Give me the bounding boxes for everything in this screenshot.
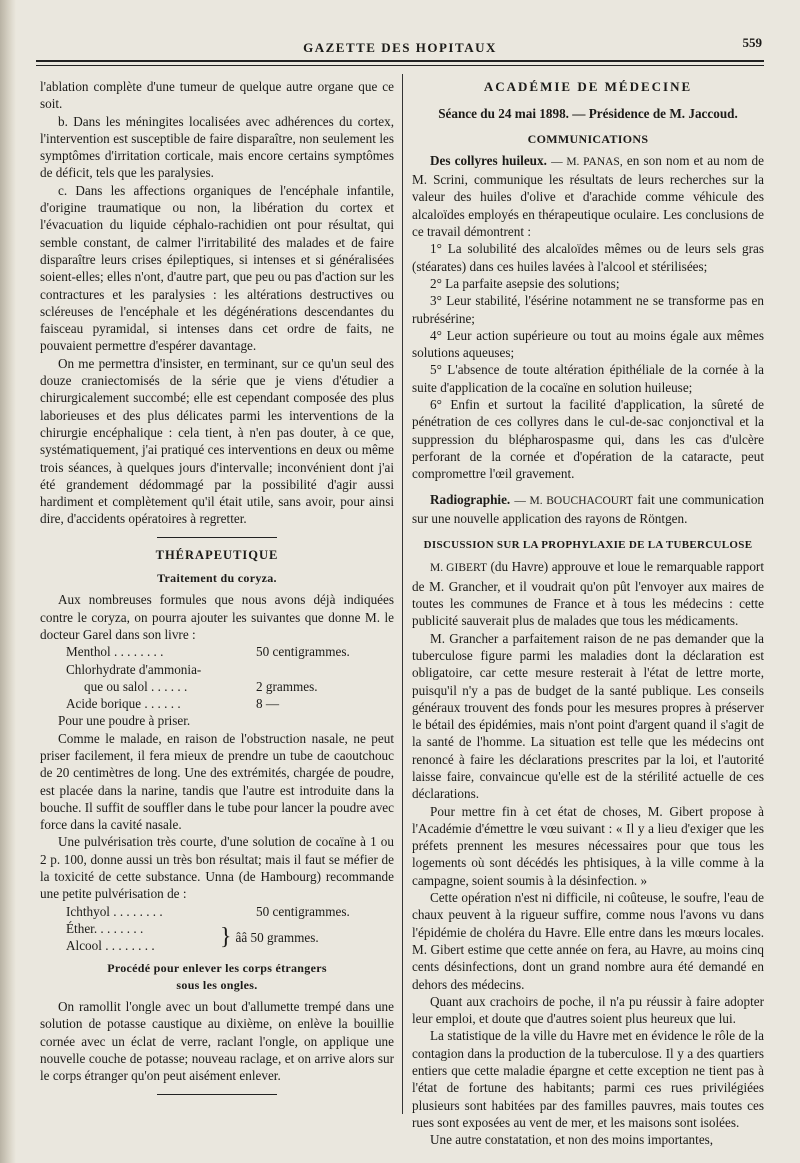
discussion-heading: DISCUSSION SUR LA PROPHYLAXIE DE LA TUBERCULOSE (423, 539, 753, 552)
column-divider (402, 74, 403, 1114)
paragraph: M. Grancher a parfaitement raison de ne pas demander que la tuberculose figure parmi les maladies dont la déclaration est obligatoire, car cette mesure resterait à l'état de lettre morte, puisqu'il n'y a pas de budget de la santé publique. Les conseils généraux trouvent des fonds pour les mesures propres à préserver le bétail des épidémies, mais n'ont point d'argent quand il s'agit de la santé de l'homme. La situation est telle que les médecins ont renoncé à faire les déclarations prescrites par la loi, et l'autorité laisse faire, convaincue qu'elle est de la stérilité actuelle de ces déclarations. (412, 630, 764, 802)
paragraph: Une pulvérisation très courte, d'une solution de cocaïne à 1 ou 2 p. 100, donne aussi un très bon résultat; mais il faut se méfier de la toxicité de cette substance. Unna (de Hambourg) recommande une petite pulvérisation de : (40, 834, 394, 902)
academy-heading: ACADÉMIE DE MÉDECINE (483, 79, 693, 94)
subsection-title: Procédé pour enlever les corps étrangers (107, 960, 327, 975)
prescription-line: Ichthyol . . . . . . . . 50 centigrammes. (66, 903, 350, 919)
prescription-line: Chlorhydrate d'ammonia- (66, 661, 202, 677)
section-separator (157, 537, 277, 538)
paragraph: c. Dans les affections organiques de l'encéphale infantile, d'origine traumatique ou non, la libération du cortex et l'évacuation du liquide céphalo-rachidien ont pour résultat, qui semble constant, de calmer l'irritabilité des malades et de faire disparaître leurs crises épileptiques, si intenses et si généralisées soient-elles; elles n'ont, d'autre part, que peu ou pas d'action sur les contractures et les paralysies : les altérations destructives ou scléreuses de l'encéphale et les dégénérations descendantes du faisceau pyramidal, si intenses dans cet ordre de faits, ne pouvaient permettre d'espérer davantage. (40, 182, 394, 354)
journal-title: GAZETTE DES HOPITAUX (303, 40, 497, 55)
paragraph: Radiographie. — M. BOUCHACOURT fait une communication sur une nouvelle application des rayons de Röntgen. (412, 491, 765, 526)
communications-heading: COMMUNICATIONS (527, 131, 649, 146)
list-item: 2° La parfaite asepsie des solutions; (430, 275, 620, 291)
list-item: 5° L'absence de toute altération épithéliale de la cornée à la suite d'application de la cocaïne en solution huileuse; (412, 362, 764, 395)
prescription-line: Alcool . . . . . . . . (66, 938, 155, 954)
paragraph: Quant aux crachoirs de poche, il n'a pu réussir à faire adopter leur emploi, et doute que d'autres soient plus heureux que lui. (412, 993, 764, 1027)
prescription-1 (40, 643, 394, 729)
paragraph: Une autre constatation, et non des moins importantes, (430, 1132, 714, 1148)
prescription-line: Éther. . . . . . . . (66, 920, 144, 936)
prescription-bracket-group (40, 920, 394, 955)
paragraph: La statistique de la ville du Havre met en évidence le rôle de la contagion dans la production de la tuberculose. Il y a des quartiers entiers que cette maladie épargne et cette exception ne tient pas à l'état de fortune des habitants; parmi ces rues privilégiées plusieurs sont habitées par des familles pauvres, mais toutes ces rues sont exposées au vent de mer, et les maisons sont isolées. (412, 1028, 764, 1130)
section-title: THÉRAPEUTIQUE (155, 547, 279, 562)
paragraph: Cette opération n'est ni difficile, ni coûteuse, le soufre, l'eau de chaux peuvent à la rigueur suffire, comme nous l'avons vu dans l'épidémie de choléra du Havre. Elle entre dans les mœurs locales. M. Gibert estime que cette année on fera, au Havre, au moins cinq cents désinfections, dont un grand nombre aura été demandé en dehors des médecins. (412, 890, 764, 992)
prescription-note: Pour une poudre à priser. (58, 713, 191, 729)
paragraph: b. Dans les méningites localisées avec adhérences du cortex, l'intervention est susceptible de faire disparaître, non seulement les symptômes d'irritation corticale, mais encore certains symptômes de déficit, tels que les paralysies. (40, 113, 394, 181)
paragraph: On me permettra d'insister, en terminant, sur ce qu'un seul des douze craniectomisés de la série que je viens d'étudier a chirurgicalement succombé; elle est cependant composée des plus laborieuses et des plus délicates parmi les interventions de la chirurgie encéphalique : cela tient, à n'en pas douter, à ce que, systématiquement, j'ai pratiqué ces interventions en deux ou même trois séances, à quelques jours d'intervalle; inconvénient dont j'ai été grandement dédommagé par la possibilité d'agir aussi hardiment et complètement qu'il était utile, sans avoir, pour ainsi dire, d'accidents opératoires à regretter. (40, 355, 394, 527)
paragraph: Aux nombreuses formules que nous avons déjà indiquées contre le coryza, on pourra ajouter les suivantes que donne M. le docteur Garel dans son livre : (40, 592, 394, 642)
paragraph: l'ablation complète d'une tumeur de quelque autre organe que ce soit. (40, 79, 394, 112)
session-heading: Séance du 24 mai 1898. — Présidence de M. Jaccoud. (438, 106, 738, 122)
prescription-line: Acide borique . . . . . . 8 — (66, 696, 280, 712)
brace-icon: } (220, 924, 232, 951)
list-item: 1° La solubilité des alcaloïdes mêmes ou de leurs sels gras (stéarates) dans ces huiles lavées à l'alcool et stérilisées; (412, 241, 764, 274)
list-item: 4° Leur action supérieure ou tout au moins égale aux mêmes solutions aqueuses; (412, 327, 764, 361)
prescription-line: Menthol . . . . . . . . 50 centigrammes. (66, 644, 350, 660)
prescription-quantity: ââ 50 grammes. (235, 929, 319, 945)
header-rule (36, 60, 764, 66)
left-column (40, 78, 394, 1104)
paragraph: Des collyres huileux. — M. PANAS, en son nom et au nom de M. Scrini, communique les résultats de leurs recherches sur la valeur des huiles d'olive et d'arachide comme véhicule des alcaloïdes employés en thérapeutique oculaire. Les conclusions de ce travail démontrent : (412, 152, 764, 240)
page-number: 559 (742, 35, 762, 50)
paragraph: Pour mettre fin à cet état de choses, M. Gibert propose à l'Académie d'émettre le vœu suivant : « Il y a lieu d'exiger que les préfets prennent les mesures nécessaires pour que tous les logements où sont décédés les phtisiques, à la ville comme à la campagne, soient soumis à la désinfection. » (412, 803, 764, 888)
list-item: 3° Leur stabilité, l'ésérine notamment ne se transforme pas en rubrésérine; (412, 293, 764, 326)
paragraph: M. GIBERT (du Havre) approuve et loue le remarquable rapport de M. Grancher, et il voudrait qu'on pût l'envoyer aux maires de toutes les communes de France et à tous les médecins : cette publicité sauverait plus de malades que tous les médicaments. (412, 559, 764, 629)
subsection-title: Traitement du coryza. (157, 571, 277, 586)
prescription-line: que ou salol . . . . . . 2 grammes. (84, 678, 318, 694)
section-separator (157, 1094, 277, 1095)
paragraph: On ramollit l'ongle avec un bout d'allumette trempé dans une solution de potasse caustique au dixième, on enlève la bouillie cornée avec un éclat de verre, raclant l'ongle, on applique une nouvelle couche de potasse; nouveau raclage, et on arrive alors sur le corps étranger qu'on peut aisément enlever. (40, 999, 394, 1084)
subsection-title-continued: sous les ongles. (176, 977, 258, 992)
paragraph: Comme le malade, en raison de l'obstruction nasale, ne peut priser facilement, il fera mieux de prendre un tube de caoutchouc de 20 centimètres de long. Une des extrémités, chargée de poudre, est placée dans la narine, tandis que l'autre est introduite dans la bouche. Il suffit de souffler dans le tube pour lancer la poudre avec force dans la cavité nasale. (40, 730, 394, 833)
page-binding-edge (0, 0, 16, 1163)
right-column (412, 78, 764, 1149)
list-item: 6° Enfin et surtout la facilité d'application, la sûreté de pénétration de ces collyres dans le cul-de-sac conjonctival et la suppression du blépharospasme qui, dans les cas d'ulcère perforant de la cornée et d'opération de la cataracte, peut compromettre l'œil gravement. (412, 397, 764, 482)
prescription-2 (40, 903, 394, 955)
